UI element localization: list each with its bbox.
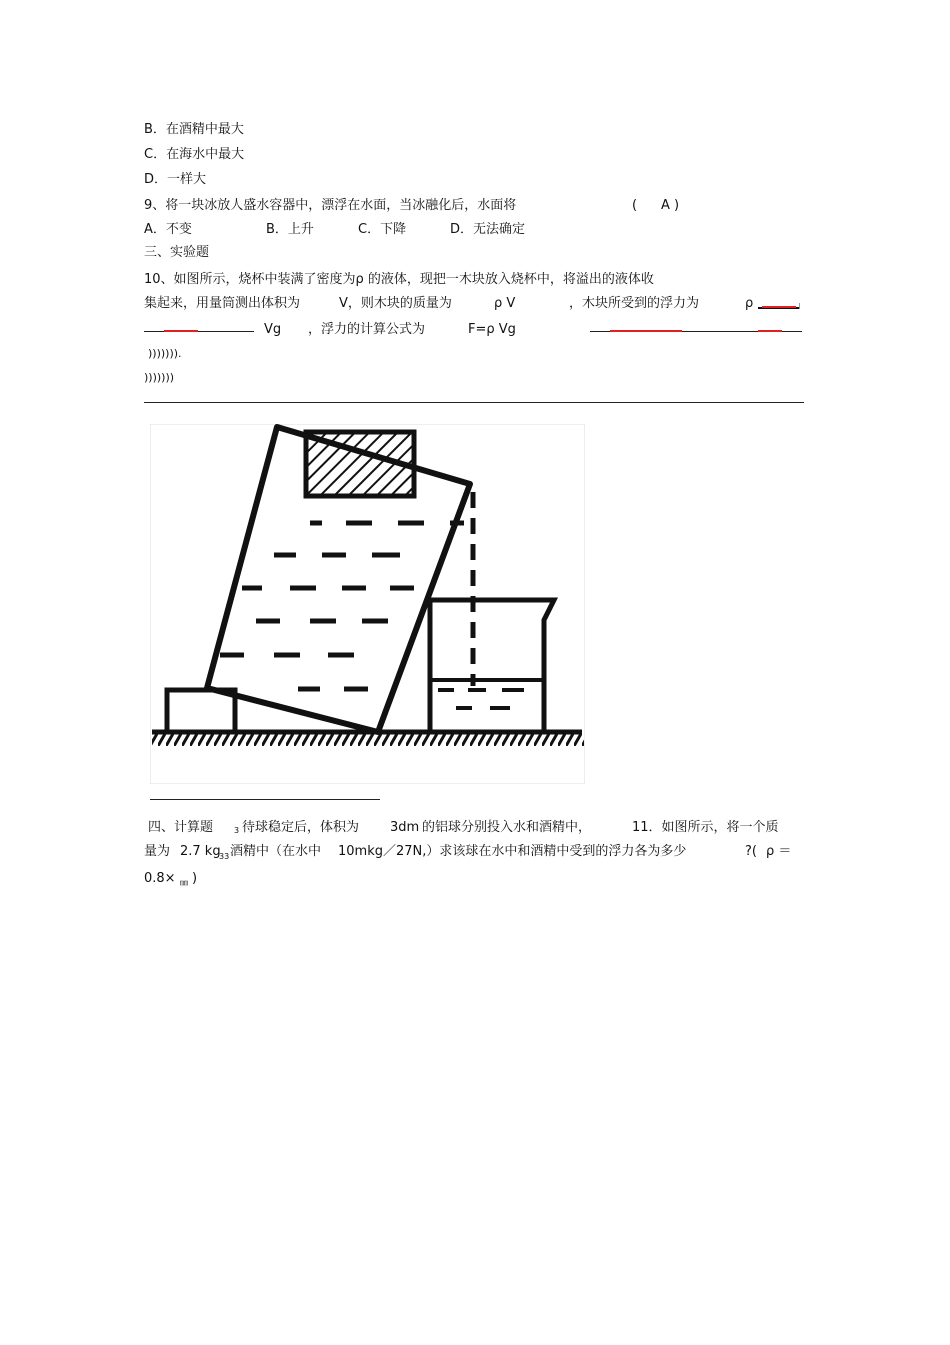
question-9-option-a: A．不变: [144, 222, 192, 237]
question-9-option-b: B．上升: [266, 222, 314, 237]
parenthesis-line-2: ))))))): [144, 371, 175, 384]
question-10-line-2a: 集起来，用量筒测出体积为: [144, 296, 301, 311]
blank-line-2: [144, 331, 254, 332]
blank-line-3-red: [610, 330, 682, 332]
section-4-volume: 3dm: [390, 820, 420, 835]
question-11-line-2a: 量为: [144, 844, 171, 859]
footnote-rule: [150, 799, 380, 800]
blank-line-3-red-2: [758, 330, 782, 332]
question-10-rho: ρ: [745, 296, 754, 311]
question-10-vg: Vg: [264, 322, 282, 337]
option-d: D．一样大: [144, 172, 207, 187]
question-11-line-2c: 10mkg／27N,）求该球在水中和酒精中受到的浮力各为多少: [338, 844, 687, 859]
question-11-mass: 2.7 kg: [180, 844, 221, 859]
section-4-superscript: 3: [234, 826, 240, 835]
question-10-line-3b: ，浮力的计算公式为: [308, 322, 426, 337]
parenthesis-line-1: ))))))).: [148, 347, 182, 360]
question-11-line-2b: 酒精中（在水中: [230, 844, 322, 859]
option-b: B．在酒精中最大: [144, 122, 244, 137]
question-11-superscript: 33: [219, 852, 230, 861]
question-11-line-2d: ?(: [745, 844, 757, 859]
section-4-text-2: 的铝球分别投入水和酒精中，: [422, 820, 592, 835]
question-9-option-c: C．下降: [358, 222, 407, 237]
section-4-title: 四、计算题: [148, 820, 214, 835]
question-10-line-2b: V，则木块的质量为: [339, 296, 452, 311]
question-9-answer: A ): [661, 198, 680, 213]
question-9-option-d: D．无法确定: [450, 222, 526, 237]
beaker-overflow-figure: [150, 424, 585, 784]
blank-line-2-red: [164, 330, 198, 332]
question-10-formula: F=ρ Vg: [468, 322, 516, 337]
question-10-line-2d: ，木块所受到的浮力为: [569, 296, 700, 311]
divider: [144, 402, 804, 403]
question-11-line-3: 0.8×: [144, 871, 176, 886]
wooden-block: [306, 432, 414, 496]
question-9-text: 9、将一块冰放人盛水容器中，漂浮在水面，当冰融化后，水面将: [144, 198, 517, 213]
question-10-line-1: 10、如图所示，烧杯中装满了密度为ρ 的液体，现把一木块放入烧杯中，将溢出的液体收: [144, 272, 654, 287]
section-3-title: 三、实验题: [144, 245, 210, 260]
section-4-text-1: 待球稳定后，体积为: [242, 820, 360, 835]
question-9-paren: (: [632, 198, 638, 213]
question-11-line-3-small: ㎜: [180, 878, 188, 887]
blank-line-1-end: [799, 303, 800, 309]
question-10-mass-answer: ρ V: [494, 296, 516, 311]
question-11-line-3-close: ): [192, 871, 198, 886]
question-11-start: 11．如图所示，将一个质: [632, 820, 779, 835]
question-11-line-2e: ρ ＝: [766, 844, 792, 859]
option-c: C．在海水中最大: [144, 147, 245, 162]
blank-line-1-red: [762, 306, 796, 308]
